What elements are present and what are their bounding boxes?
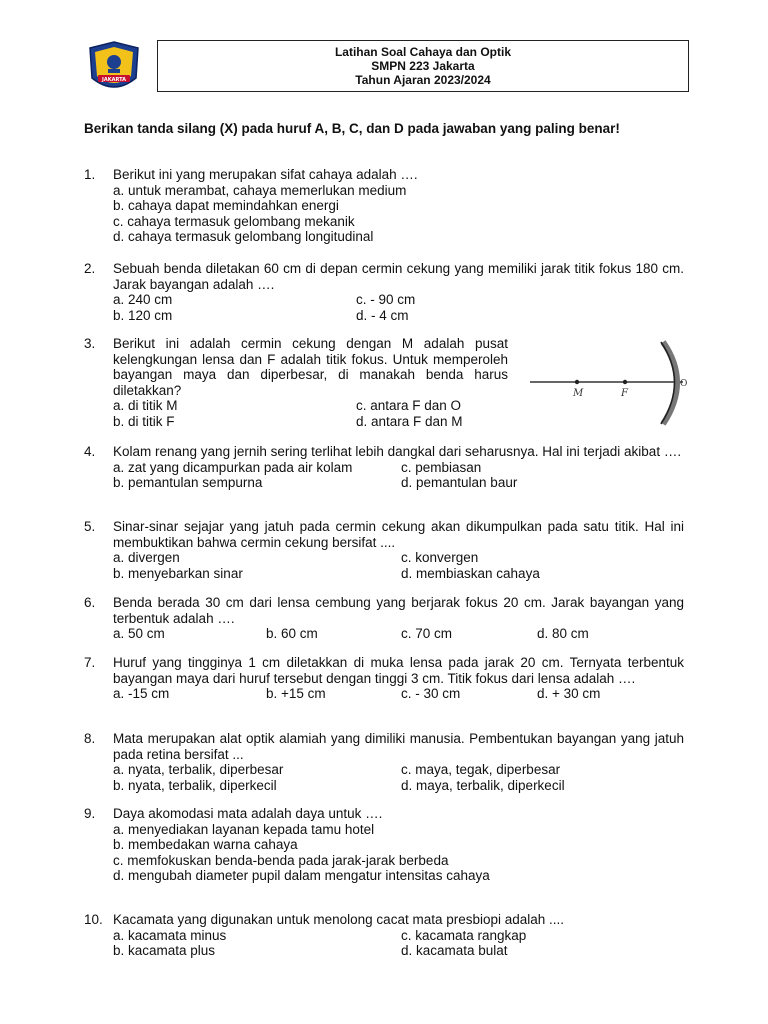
- option-c[interactable]: c. 70 cm: [401, 626, 453, 641]
- question-1: [84, 167, 684, 245]
- question-number: 3.: [84, 336, 96, 351]
- label-m: M: [573, 388, 584, 399]
- options: [113, 292, 684, 323]
- point-m: [575, 380, 579, 384]
- header-year: Tahun Ajaran 2023/2024: [355, 73, 491, 87]
- option-c[interactable]: c. maya, tegak, diperbesar: [401, 762, 561, 777]
- option-b[interactable]: b. 60 cm: [266, 626, 318, 641]
- question-number: 9.: [84, 806, 96, 821]
- question-stem: Berikut ini yang merupakan sifat cahaya adalah ….: [113, 167, 418, 182]
- option-a[interactable]: a. untuk merambat, cahaya memerlukan medium: [113, 182, 407, 198]
- option-d[interactable]: d. kacamata bulat: [401, 943, 508, 958]
- options: [113, 460, 684, 491]
- option-b[interactable]: b. nyata, terbalik, diperkecil: [113, 777, 277, 793]
- option-c[interactable]: c. - 90 cm: [356, 292, 416, 307]
- option-b[interactable]: b. menyebarkan sinar: [113, 565, 243, 581]
- question-4: [84, 444, 684, 491]
- option-a[interactable]: a. 240 cm: [113, 292, 173, 307]
- question-8: [84, 731, 684, 793]
- question-2: [84, 261, 684, 323]
- question-number: 7.: [84, 655, 96, 670]
- option-d[interactable]: d. 80 cm: [537, 626, 589, 641]
- question-10: [84, 912, 684, 959]
- option-d[interactable]: d. membiaskan cahaya: [401, 565, 540, 581]
- option-b[interactable]: b. cahaya dapat memindahkan energi: [113, 198, 339, 213]
- question-stem: Sebuah benda diletakan 60 cm di depan cermin cekung yang memiliki jarak titik fokus 180 cm. Jarak bayangan adalah ….: [113, 261, 684, 292]
- option-b[interactable]: b. membedakan warna cahaya: [113, 837, 298, 852]
- option-b[interactable]: b. di titik F: [113, 413, 175, 429]
- option-c[interactable]: c. antara F dan O: [356, 398, 462, 413]
- header-school: SMPN 223 Jakarta: [371, 59, 475, 73]
- instruction: Berikan tanda silang (X) pada huruf A, B, C, dan D pada jawaban yang paling benar!: [84, 121, 620, 136]
- label-o: O: [680, 379, 688, 389]
- options: [113, 762, 684, 793]
- option-d[interactable]: d. pemantulan baur: [401, 475, 518, 490]
- option-d[interactable]: d. mengubah diameter pupil dalam mengatur intensitas cahaya: [113, 868, 490, 883]
- option-c[interactable]: c. cahaya termasuk gelombang mekanik: [113, 213, 355, 229]
- option-d[interactable]: d. antara F dan M: [356, 413, 463, 429]
- point-f: [623, 380, 627, 384]
- option-a[interactable]: a. 50 cm: [113, 626, 165, 641]
- option-d[interactable]: d. cahaya termasuk gelombang longitudinal: [113, 229, 374, 244]
- options: [113, 398, 513, 429]
- question-number: 10.: [84, 912, 103, 927]
- option-c[interactable]: c. pembiasan: [401, 459, 482, 475]
- option-a[interactable]: a. di titik M: [113, 398, 178, 413]
- question-stem: Kacamata yang digunakan untuk menolong cacat mata presbiopi adalah ....: [113, 912, 565, 927]
- school-logo-icon: [84, 40, 144, 96]
- option-b[interactable]: b. kacamata plus: [113, 943, 216, 958]
- option-b[interactable]: b. 120 cm: [113, 307, 173, 323]
- option-c[interactable]: c. - 30 cm: [401, 686, 461, 701]
- header-title: Latihan Soal Cahaya dan Optik: [334, 45, 512, 59]
- question-7: [84, 655, 684, 702]
- options: [113, 686, 684, 702]
- question-stem: Sinar-sinar sejajar yang jatuh pada cermin cekung akan dikumpulkan pada satu titik. Hal ini membuktikan bahwa cermin cekung bersifat ....: [113, 519, 684, 550]
- label-f: F: [621, 388, 628, 399]
- question-number: 5.: [84, 519, 96, 534]
- question-stem: Berikut ini adalah cermin cekung dengan M adalah pusat kelengkungan lensa dan F adalah titik fokus. Untuk memperoleh bayangan maya dan diperbesar, di manakah benda harus diletakkan?: [113, 336, 508, 398]
- option-d[interactable]: d. maya, terbalik, diperkecil: [401, 777, 565, 793]
- question-number: 8.: [84, 731, 96, 746]
- question-stem: Kolam renang yang jernih sering terlihat lebih dangkal dari seharusnya. Hal ini terjadi akibat ….: [113, 444, 682, 459]
- option-c[interactable]: c. memfokuskan benda-benda pada jarak-jarak berbeda: [113, 852, 449, 868]
- options: [113, 626, 684, 642]
- question-stem: Huruf yang tingginya 1 cm diletakkan di muka lensa pada jarak 20 cm. Ternyata terbentuk bayangan maya dari huruf tersebut dengan tinggi 3 cm. Titik fokus dari lensa adalah ….: [113, 655, 684, 686]
- question-6: [84, 595, 684, 642]
- options: [113, 183, 684, 245]
- option-a[interactable]: a. nyata, terbalik, diperbesar: [113, 762, 284, 777]
- question-9: [84, 806, 684, 884]
- option-c[interactable]: c. kacamata rangkap: [401, 927, 527, 943]
- question-stem: Benda berada 30 cm dari lensa cembung yang berjarak fokus 20 cm. Jarak bayangan yang terbentuk adalah ….: [113, 595, 684, 626]
- option-a[interactable]: a. kacamata minus: [113, 927, 227, 943]
- option-a[interactable]: a. zat yang dicampurkan pada air kolam: [113, 459, 353, 475]
- option-a[interactable]: a. -15 cm: [113, 686, 170, 701]
- option-d[interactable]: d. - 4 cm: [356, 307, 409, 323]
- option-a[interactable]: a. divergen: [113, 550, 180, 565]
- header-box: [157, 40, 689, 92]
- option-b[interactable]: b. +15 cm: [266, 686, 326, 701]
- option-a[interactable]: a. menyediakan layanan kepada tamu hotel: [113, 821, 375, 837]
- option-c[interactable]: c. konvergen: [401, 550, 479, 565]
- concave-mirror-figure: [525, 338, 695, 428]
- options: [113, 550, 684, 581]
- question-stem: Daya akomodasi mata adalah daya untuk ….: [113, 806, 383, 821]
- svg-text:JAKARTA: JAKARTA: [102, 77, 126, 83]
- question-number: 1.: [84, 167, 96, 182]
- question-stem: Mata merupakan alat optik alamiah yang dimiliki manusia. Pembentukan bayangan yang jatuh pada retina bersifat ...: [113, 731, 684, 762]
- options: [113, 928, 684, 959]
- option-b[interactable]: b. pemantulan sempurna: [113, 475, 263, 490]
- option-d[interactable]: d. + 30 cm: [537, 686, 601, 701]
- question-number: 4.: [84, 444, 96, 459]
- options: [113, 822, 684, 884]
- question-number: 6.: [84, 595, 96, 610]
- question-5: [84, 519, 684, 581]
- question-number: 2.: [84, 261, 96, 276]
